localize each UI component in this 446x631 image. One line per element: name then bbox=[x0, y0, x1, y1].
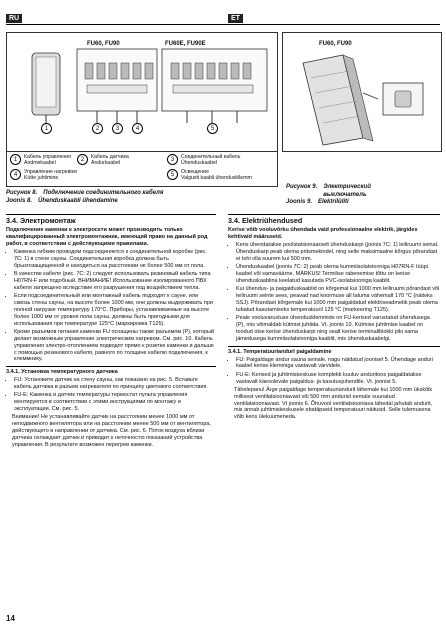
figure-8-model-a: FU60, FU90 bbox=[87, 41, 120, 47]
header-rule bbox=[6, 24, 440, 25]
ru-sub-bullets bbox=[6, 377, 216, 413]
ru-section-title: 3.4. Электромонтаж bbox=[6, 214, 216, 225]
callout-3: 3 bbox=[112, 123, 123, 134]
ru-column bbox=[6, 214, 216, 450]
et-intro: Kerise võib vooluvõrku ühendada vaid professionaalne elektrik, järgides kehtivaid määruseid. bbox=[228, 226, 418, 240]
ru-bullet-2: • В качестве кабеля (рис. 7С: 2) следует использовать резиновый кабель типа H07RN-F или подобный. ВНИМАНИЕ! Использование изолированного ПВХ кабеля запрещено вследствие его разрушения под воздействием тепла. bbox=[14, 271, 216, 292]
legend-item-2 bbox=[77, 154, 167, 166]
caption-ru-num: Рисунок 8. bbox=[6, 190, 38, 196]
caption-et-num: Joonis 8. bbox=[6, 197, 33, 204]
et-bullet-2: • Ühenduskaabel (joonis 7C: 2) peab olema kummiisolatsiooniga H07RN-F tüüpi kaabel või samaväärne. MÄRKUS! Termilise rabenemise tõttu on kerise ühenduskaablina keelatud kasutada PVC-isolatsiooniga kaablit. bbox=[236, 264, 440, 285]
callout-2: 2 bbox=[92, 123, 103, 134]
legend-num: 2 bbox=[77, 154, 88, 165]
ru-subsection-title: 3.4.1. Установка температурного датчика bbox=[6, 366, 216, 376]
ru-bullet-3: • Если подсоединительный или монтажный кабель подходят к сауне, или сквозь стены сауны, на высоте более 1000 мм, они должны выдерживать при полной нагрузке температуру 170°C. Приборы, устанавливаемые на высоте более 1000 мм от уровня пола сауны, должны быть пригодными для использования при температуре 125°C (маркировка T125). bbox=[14, 293, 216, 328]
lang-badge-et: ET bbox=[228, 14, 243, 23]
ru-bullets bbox=[6, 249, 216, 363]
figure-8-caption bbox=[6, 190, 276, 205]
et-bullet-3: • Kui ühendus- ja paigalduskaablid on kõrgemal kui 1000 mm leiliruumi põrandast või leiliruumi seinte sees, peavad nad koormuse all taluma vähemalt 170 °C (näiteks SSJ). Põrandast kõrgemale kui 1000 mm paigaldatud elektriseadmetik peab olema tubatud kasutamiseks temperatuuril 125 °C (markeering T125). bbox=[236, 286, 440, 314]
legend-ru: Кабель датчика bbox=[91, 154, 129, 160]
et-section-title: 3.4. Elektriühendused bbox=[228, 214, 440, 225]
legend-num: 1 bbox=[10, 154, 21, 165]
legend-num: 3 bbox=[167, 154, 178, 165]
et-bullets bbox=[228, 242, 440, 343]
legend-et: Kütte juhtimine bbox=[24, 175, 59, 181]
figure-8-model-b: FU60E, FU90E bbox=[165, 41, 206, 47]
et-sub-bullet-2: • FU-E: Kerised ja juhtimiskeskuse komplekti kuuluv anduritoos paigaldatakse vastavalt käesolevale paigaldus- ja kasutusjuhendile. Vt. joonist 5. bbox=[236, 372, 440, 386]
legend-et: Valgusti kaabli ühenduskllemm bbox=[181, 175, 252, 181]
callout-5: 5 bbox=[207, 123, 218, 134]
et-subsection-title: 3.4.1. Temperatuuriandurl paigaldamine bbox=[228, 346, 440, 356]
figure-9-switch-illustration bbox=[283, 33, 441, 151]
et-sub-bullet-1: • FU: Paigaldage andur sauna seinale, nagu näidatud joonisel 5. Ühendage anduri kaabel kerise klemmiga vastavalt värvidele. bbox=[236, 357, 440, 371]
et-sub-bullets bbox=[228, 357, 440, 386]
ru-bullet-1: • Каменка гибким проводом подсоединяется к соединительной коробке (рис. 7С: 1) в стене сауны. Соединительная коробка должна быть брызгозащищенной и находиться на расстоянии не более 500 мм от пола. bbox=[14, 249, 216, 270]
legend-item-3 bbox=[167, 154, 275, 166]
ru-intro: Подключение каменки к электросети может производить только квалифицированный электромонтажник, имеющий право на данный род работ, в соответствии с действующими правилами. bbox=[6, 226, 208, 247]
page-number: 14 bbox=[6, 614, 15, 623]
caption-et-num: Joonis 9. bbox=[286, 199, 313, 205]
caption-ru-num: Рисунок 9. bbox=[286, 184, 318, 190]
caption-et-text: Elektrilüliti bbox=[318, 199, 349, 205]
figure-9-model: FU60, FU90 bbox=[319, 41, 352, 47]
lang-badge-ru: RU bbox=[6, 14, 22, 23]
ru-sub-bullet-2: • FU-E: Каменка и датчик температуры термостат пульта управления монтируются в соответствии с этими инструкциями по монтажу и эксплуатации. См. рис. 5. bbox=[14, 392, 216, 413]
legend-item-4 bbox=[10, 169, 135, 181]
legend-ru: Управление нагревом bbox=[24, 169, 77, 175]
figure-8-legend bbox=[6, 152, 278, 187]
figure-9 bbox=[282, 32, 442, 152]
callout-4: 4 bbox=[132, 123, 143, 134]
legend-num: 5 bbox=[167, 169, 178, 180]
legend-et: Andmekaabel bbox=[24, 160, 56, 166]
legend-item-5 bbox=[167, 169, 275, 181]
callout-1: 1 bbox=[41, 123, 52, 134]
legend-et: Andurkaabel bbox=[91, 160, 121, 166]
figure-9-caption bbox=[286, 184, 440, 207]
caption-ru-text: Подключение соединительного кабеля bbox=[43, 190, 164, 196]
caption-et-text: Ühenduskaabli ühendamine bbox=[38, 197, 118, 204]
et-bullet-1: • Keris ühendatakse poolstatsionaarselt ühenduskarpi (joonis 7C: 1) leiliruumi seinal. Ühenduskarp peab olema pritsmekindel, ning selle maksimaalne kõrgus põrandast ei tohi olla suurem kui 500 mm. bbox=[236, 242, 440, 263]
legend-ru: Соединительный кабель bbox=[181, 154, 241, 160]
et-column bbox=[228, 214, 440, 423]
ru-bullet-4: • Кроме разъемов питания каменки FU оснащены также разъемом (P), который делает возможным управление электрическим нагревом. См. рис. 10. Кабель управления электро-отоплением подводят прямо к розетке каменки и дальше с помощью резинового кабеля, равного по толщине кабелю подключения, к клеммнику. bbox=[14, 329, 216, 364]
et-warning: Tähelepanu! Ärge paigaldage temperatuuriandurit lähemale kui 1000 mm ükskõik millisest ventilatsiooniavast või 500 mm andurist eemale suunatud ventilatsiooniavast. Vt joonis 6. Õhuvool ventilatsiooniava lähedal jahutab andurit, mis annab juhtimiskeskusele ebatäpseid temperatuuri näitusid. Selle tulemusena võib keris ülekuumeneda. bbox=[234, 386, 433, 421]
ru-sub-bullet-1: • FU: Установите датчик на стену сауны, как показано на рис. 5. Вставьте кабель датчика в разъем нагревателя по принципу цветового соответствия. bbox=[14, 377, 216, 391]
caption-ru-text: Электрический выключатель bbox=[323, 184, 371, 198]
legend-ru: Освещение bbox=[181, 169, 209, 175]
figure-8 bbox=[6, 32, 278, 152]
legend-num: 4 bbox=[10, 169, 21, 180]
ru-warning: Внимание! Не устанавливайте датчик на расстоянии менее 1000 мм от неподвижного вентилятора или на расстоянии менее 500 мм от вентилятора, действующего в направлении от датчика. См. рис. 6. Поток воздуха вблизи датчика охлаждает датчик и приводит к неточностю показаний устройства управления. В результате возможен перегрев каменки. bbox=[12, 414, 211, 448]
et-bullet-4: • Peale vooluvarustuse ühendusklemmide on FU-kerised varustatud ühendusega (P), mis võimaldab kütmist juhtida. Vt. joonis 10. Kütmise juhtimise kaabel on toodud otse kerise ühenduskarpi ning sealt kerise terminaliblokki piki sama jämedusega kummiisolatsiooniga kaablit, mis ühenduskaabelgi. bbox=[236, 315, 440, 343]
legend-ru: Кабель управления bbox=[24, 154, 71, 160]
legend-et: Ühenduskaabel bbox=[181, 160, 218, 166]
